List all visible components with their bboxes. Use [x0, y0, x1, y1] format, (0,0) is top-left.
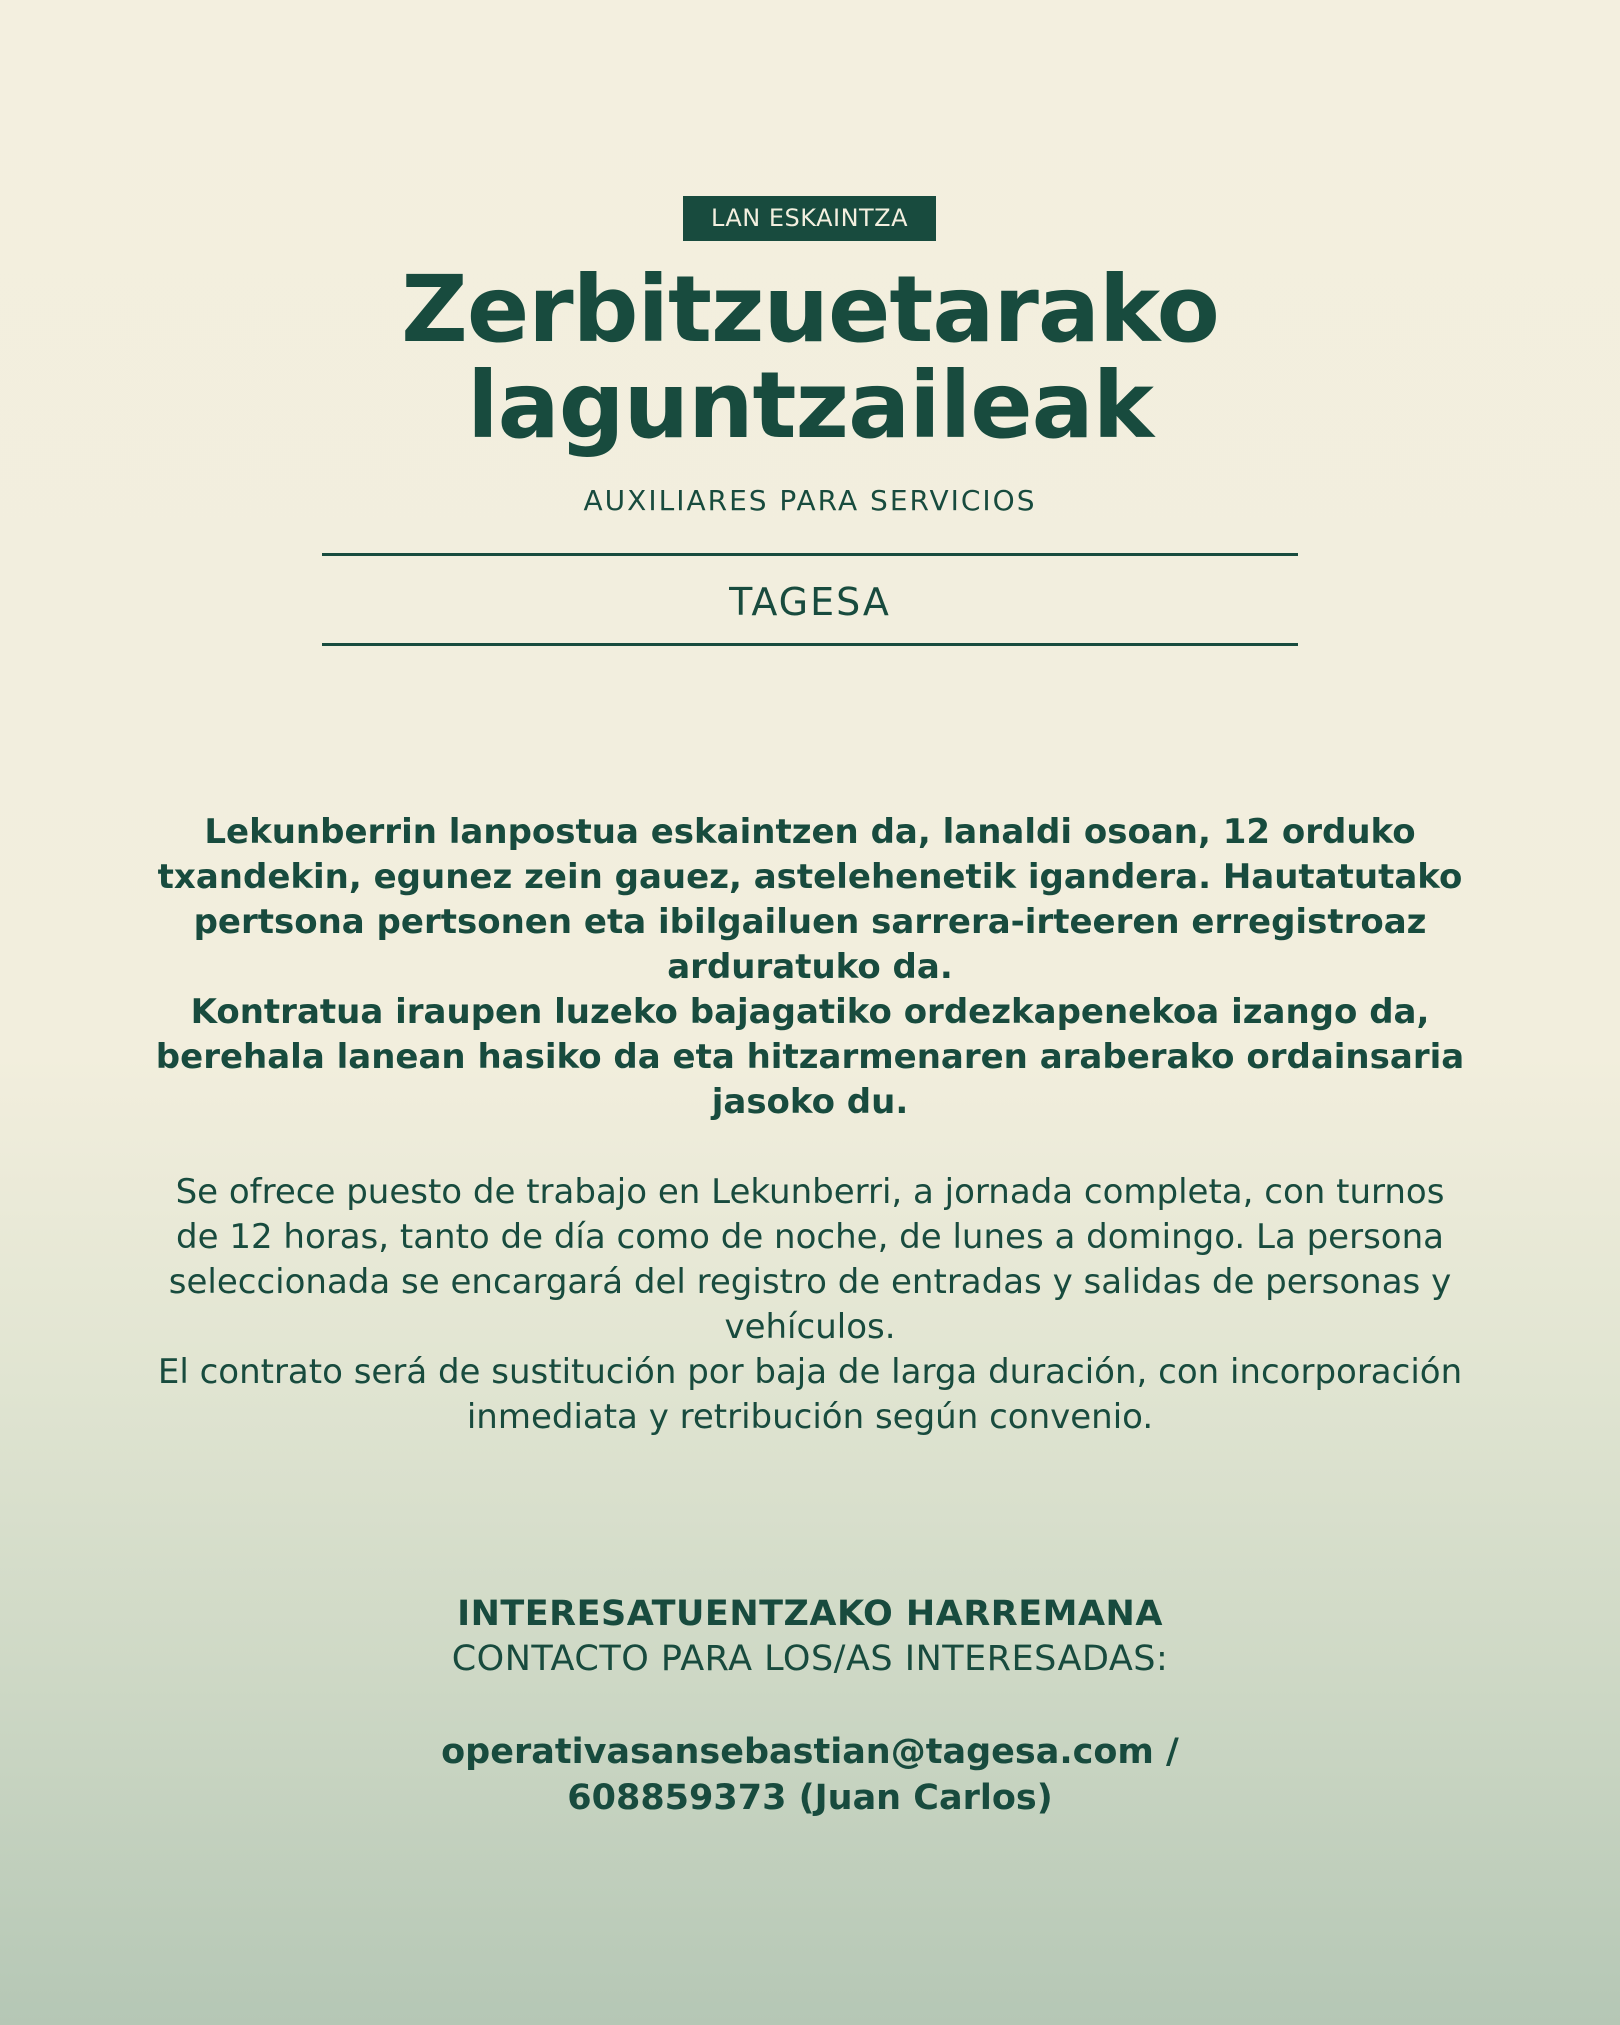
basque-paragraph-2: Kontratua iraupen luzeko bajagatiko ordezkapenekoa izango da, berehala lanean hasiko da eta hitzarmenaren araberako ordainsaria jasoko du. — [155, 992, 1465, 1122]
contact-heading-basque: INTERESATUENTZAKO HARREMANA — [457, 1594, 1163, 1634]
bottom-divider — [322, 643, 1298, 646]
spanish-paragraph-2: El contrato será de sustitución por baja de larga duración, con incorporación inmediata y retribución según convenio. — [157, 1352, 1463, 1437]
top-divider — [322, 553, 1298, 556]
job-title-line-1: Zerbitzuetarako — [401, 256, 1219, 363]
job-title — [0, 256, 1620, 459]
job-title-line-2: laguntzaileak — [467, 352, 1153, 459]
basque-paragraph-1: Lekunberrin lanpostua eskaintzen da, lanaldi osoan, 12 orduko txandekin, egunez zein gauez, astelehenetik igandera. Hautatutako pertsona pertsonen eta ibilgailuen sarrera-irteeren erregistroaz arduratuko da. — [157, 812, 1463, 987]
job-offer-tag: LAN ESKAINTZA — [683, 196, 936, 241]
spanish-paragraph-1: Se ofrece puesto de trabajo en Lekunberri, a jornada completa, con turnos de 12 horas, tanto de día como de noche, de lunes a domingo. La persona seleccionada se encargará del registro de entradas y salidas de personas y vehículos. — [168, 1172, 1452, 1347]
spanish-description — [150, 1170, 1470, 1440]
company-name: TAGESA — [729, 580, 891, 624]
job-subtitle: AUXILIARES PARA SERVICIOS — [583, 484, 1037, 517]
contact-heading-spanish: CONTACTO PARA LOS/AS INTERESADAS: — [451, 1639, 1169, 1679]
basque-description — [150, 810, 1470, 1125]
contact-phone[interactable]: 608859373 (Juan Carlos) — [567, 1778, 1053, 1818]
contact-email[interactable]: operativasansebastian@tagesa.com / — [441, 1732, 1179, 1772]
